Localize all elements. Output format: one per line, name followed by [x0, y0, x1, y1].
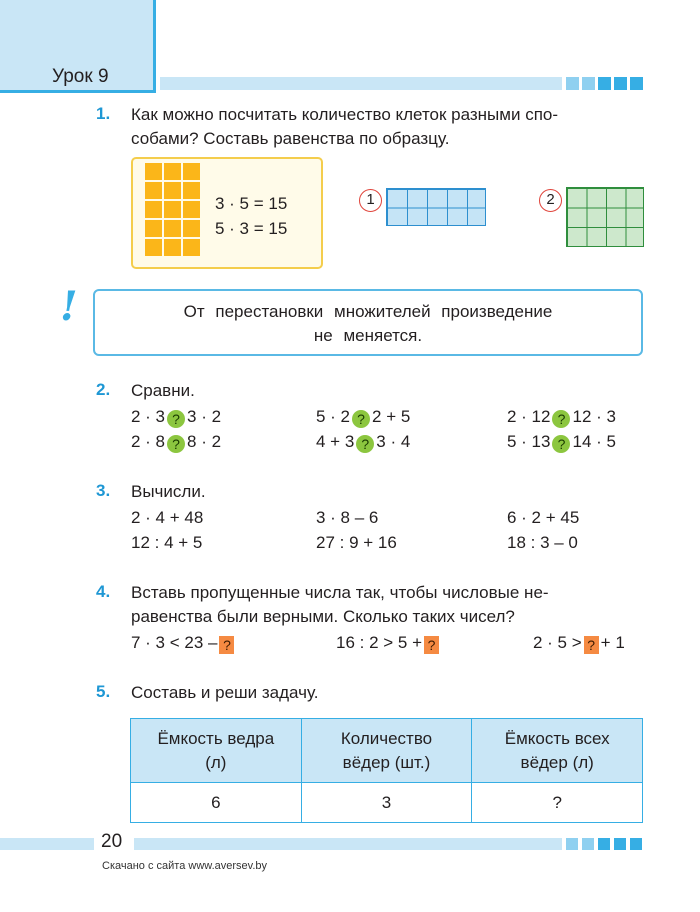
table-cell[interactable]: ? [472, 783, 643, 823]
source-note: Скачано с сайта www.aversev.by [102, 860, 268, 872]
green-cell-grid [566, 187, 644, 247]
header-square [598, 77, 611, 90]
calc-expression: 12 : 4 + 5 [131, 533, 203, 552]
page-number: 20 [101, 831, 123, 852]
compare-slot[interactable]: ? [552, 435, 570, 453]
calc-expression: 3 · 8 – 6 [316, 508, 379, 527]
yellow-cell-grid [145, 163, 200, 256]
task-number: 5. [96, 682, 111, 701]
blue-cell-grid [386, 188, 486, 226]
task3-title: Вычисли. [131, 482, 206, 501]
table-cell: 6 [131, 783, 302, 823]
task-number: 2. [96, 380, 111, 399]
missing-number-slot[interactable]: ? [219, 636, 234, 654]
header-square [614, 77, 627, 90]
compare-slot[interactable]: ? [356, 435, 374, 453]
compare-expression: 2 · 12 ? 12 · 3 [507, 407, 616, 427]
lesson-title: Урок 9 [52, 66, 109, 87]
missing-number-slot[interactable]: ? [584, 636, 599, 654]
header-square [630, 77, 643, 90]
task-table [130, 718, 643, 823]
footer-band-left [0, 838, 94, 850]
compare-expression: 2 · 8 ? 8 · 2 [131, 432, 222, 452]
footer-square [582, 838, 594, 850]
calc-expression: 18 : 3 – 0 [507, 533, 578, 552]
rule-line1: От перестановки множителей произведение [183, 302, 553, 321]
compare-slot[interactable]: ? [167, 410, 185, 428]
table-row [131, 783, 643, 823]
task-number: 4. [96, 582, 111, 601]
grid-label-2: 2 [539, 189, 562, 212]
compare-expression: 5 · 13 ? 14 · 5 [507, 432, 616, 452]
task2-title: Сравни. [131, 381, 195, 400]
rule-box [93, 289, 643, 356]
compare-slot[interactable]: ? [352, 410, 370, 428]
inequality-expression: 16 : 2 > 5 + ? [336, 631, 441, 654]
task1-text-line2: собами? Составь равенства по образцу. [131, 129, 450, 148]
table-header-cell: Количество вёдер (шт.) [301, 719, 472, 783]
table-cell: 3 [301, 783, 472, 823]
table-header-row [131, 719, 643, 783]
inequality-expression: 7 · 3 < 23 – ? [131, 631, 236, 654]
compare-slot[interactable]: ? [552, 410, 570, 428]
compare-expression: 5 · 2 ? 2 + 5 [316, 407, 411, 427]
grid-label-1: 1 [359, 189, 382, 212]
compare-expression: 4 + 3 ? 3 · 4 [316, 432, 411, 452]
header-square [566, 77, 579, 90]
table-header-cell: Ёмкость всех вёдер (л) [472, 719, 643, 783]
example-equation-1: 3 · 5 = 15 [215, 194, 288, 213]
compare-slot[interactable]: ? [167, 435, 185, 453]
exclamation-icon: ! [60, 283, 78, 330]
footer-square [598, 838, 610, 850]
footer-band [134, 838, 562, 850]
task5-title: Составь и реши задачу. [131, 683, 319, 702]
inequality-expression: 2 · 5 > ? + 1 [533, 633, 625, 653]
calc-expression: 2 · 4 + 48 [131, 508, 204, 527]
calc-expression: 6 · 2 + 45 [507, 508, 580, 527]
header-square [582, 77, 595, 90]
task4-text-line2: равенства были верными. Сколько таких чисел? [131, 607, 515, 626]
footer-square [566, 838, 578, 850]
calc-expression: 27 : 9 + 16 [316, 533, 397, 552]
task1-text-line1: Как можно посчитать количество клеток разными спо- [131, 105, 559, 124]
footer-square [630, 838, 642, 850]
table-header-cell: Ёмкость ведра (л) [131, 719, 302, 783]
footer-square [614, 838, 626, 850]
task4-text-line1: Вставь пропущенные числа так, чтобы числовые не- [131, 583, 549, 602]
task-number: 1. [96, 104, 111, 123]
header-band [160, 77, 562, 90]
task-number: 3. [96, 481, 111, 500]
compare-expression: 2 · 3 ? 3 · 2 [131, 407, 222, 427]
example-equation-2: 5 · 3 = 15 [215, 219, 288, 238]
missing-number-slot[interactable]: ? [424, 636, 439, 654]
rule-line2: не меняется. [313, 326, 423, 345]
